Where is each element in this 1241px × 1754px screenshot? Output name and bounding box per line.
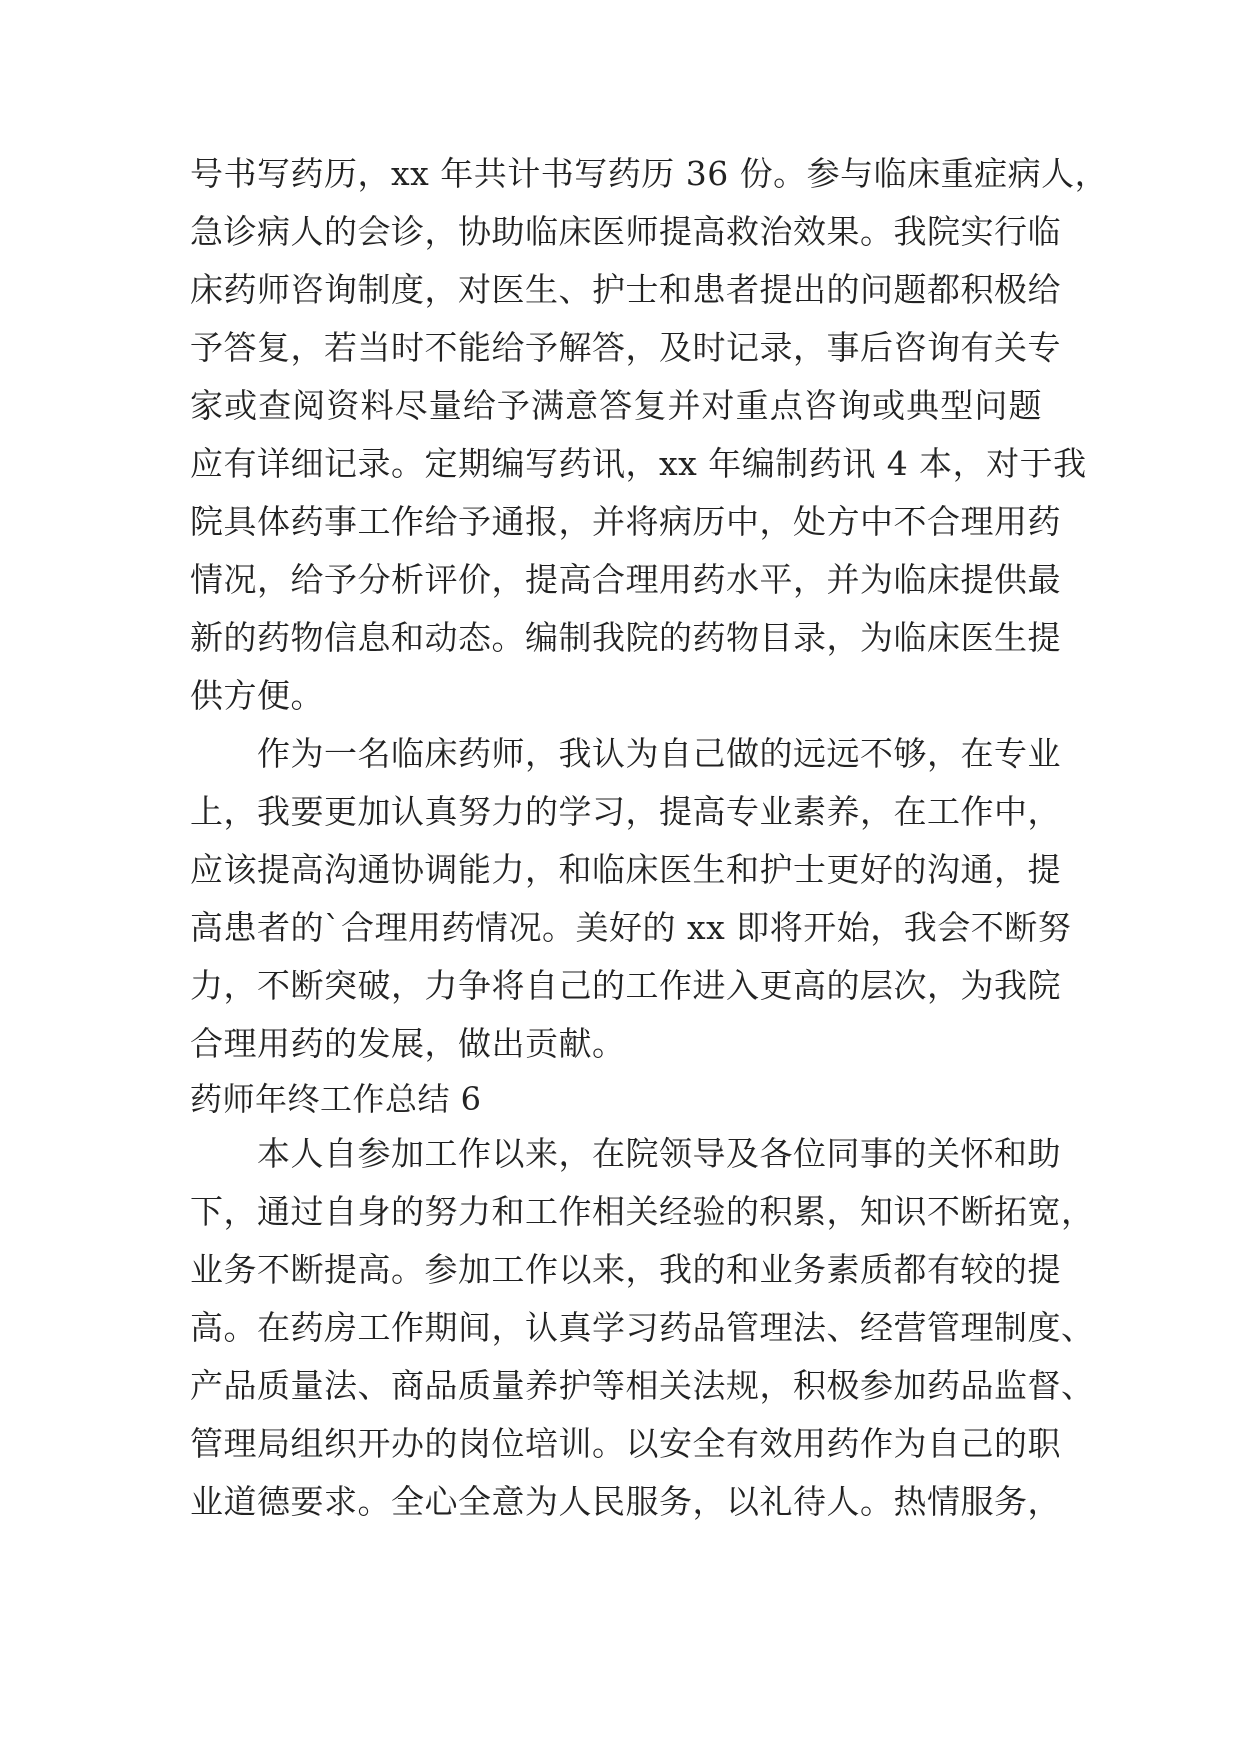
text-line: 新的药物信息和动态。编制我院的药物目录，为临床医生提 [190, 618, 1061, 657]
paragraph-first-line: 本人自参加工作以来，在院领导及各位同事的关怀和助 [257, 1134, 1061, 1173]
section-heading: 药师年终工作总结 6 [190, 1080, 482, 1118]
text-line: 家或查阅资料尽量给予满意答复并对重点咨询或典型问题 [190, 386, 1042, 425]
text-line: 供方便。 [190, 676, 324, 715]
text-line: 号书写药历，xx 年共计书写药历 36 份。参与临床重症病人， [190, 154, 1109, 193]
text-line: 业务不断提高。参加工作以来，我的和业务素质都有较的提 [190, 1250, 1061, 1289]
text-line: 应该提高沟通协调能力，和临床医生和护士更好的沟通，提 [190, 850, 1061, 889]
text-line: 情况，给予分析评价，提高合理用药水平，并为临床提供最 [190, 560, 1061, 599]
paragraph-first-line: 作为一名临床药师，我认为自己做的远远不够，在专业 [257, 734, 1061, 773]
text-line: 下，通过自身的努力和工作相关经验的积累，知识不断拓宽， [190, 1192, 1095, 1231]
text-line: 合理用药的发展，做出贡献。 [190, 1024, 626, 1063]
text-line: 高患者的`合理用药情况。美好的 xx 即将开始，我会不断努 [190, 908, 1072, 947]
text-line: 床药师咨询制度，对医生、护士和患者提出的问题都积极给 [190, 270, 1061, 309]
text-line: 应有详细记录。定期编写药讯，xx 年编制药讯 4 本，对于我 [190, 444, 1087, 483]
text-line: 高。在药房工作期间，认真学习药品管理法、经营管理制度、 [190, 1308, 1095, 1347]
text-line: 管理局组织开办的岗位培训。以安全有效用药作为自己的职 [190, 1424, 1061, 1463]
text-line: 上，我要更加认真努力的学习，提高专业素养，在工作中， [190, 792, 1061, 831]
text-line: 急诊病人的会诊，协助临床医师提高救治效果。我院实行临 [190, 212, 1061, 251]
text-line: 力，不断突破，力争将自己的工作进入更高的层次，为我院 [190, 966, 1061, 1005]
text-line: 予答复，若当时不能给予解答，及时记录，事后咨询有关专 [190, 328, 1061, 367]
text-line: 业道德要求。全心全意为人民服务，以礼待人。热情服务， [190, 1482, 1061, 1521]
text-line: 院具体药事工作给予通报，并将病历中，处方中不合理用药 [190, 502, 1061, 541]
text-line: 产品质量法、商品质量养护等相关法规，积极参加药品监督、 [190, 1366, 1095, 1405]
